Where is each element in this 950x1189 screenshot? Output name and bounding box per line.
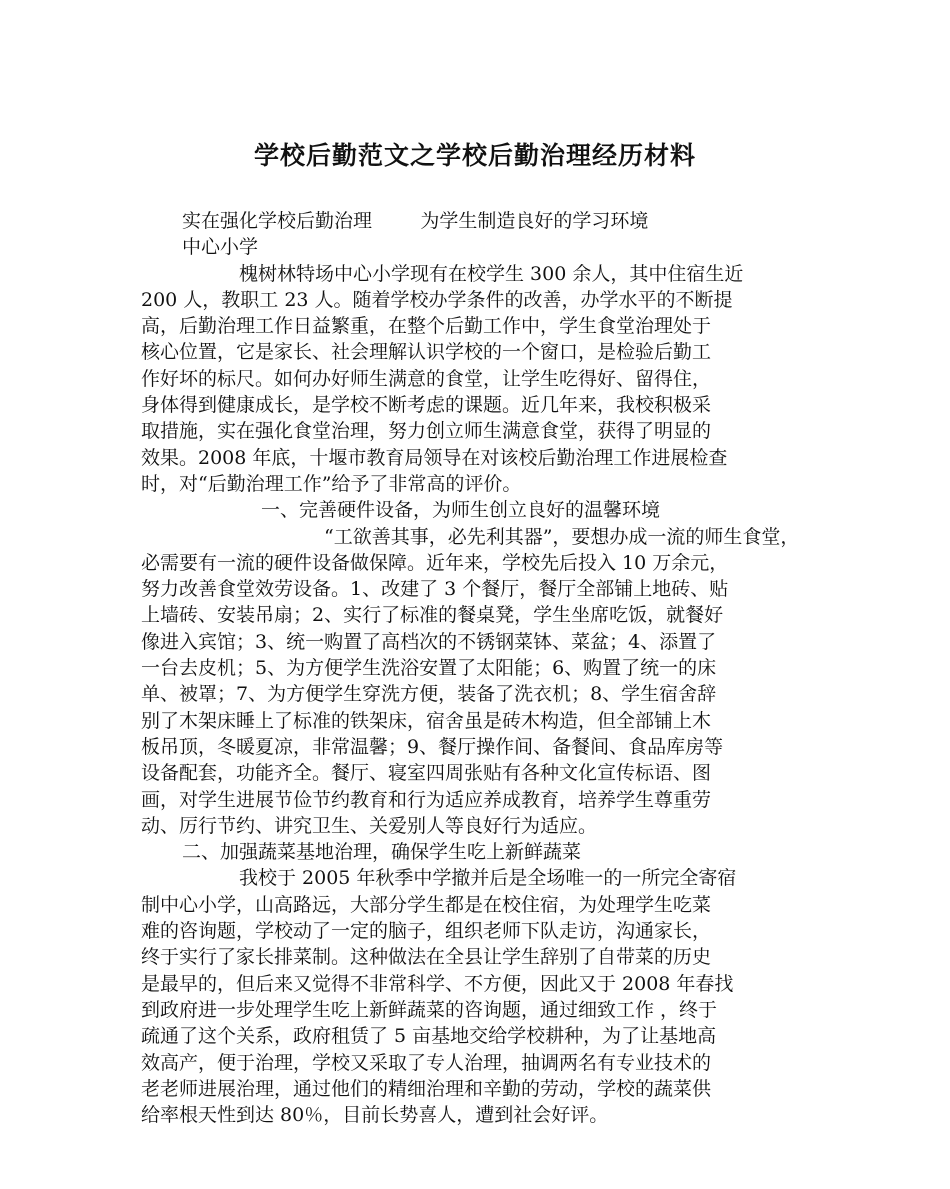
- paragraph-line: 努力改善食堂效劳设备。1、改建了 3 个餐厅，餐厅全部铺上地砖、贴: [141, 578, 729, 601]
- paragraph-line: 我校于 2005 年秋季中学撤并后是全场唯一的一所完全寄宿: [239, 867, 737, 890]
- paragraph-line: 疏通了这个关系，政府租赁了 5 亩基地交给学校耕种，为了让基地高: [141, 1025, 717, 1048]
- document-author: 中心小学: [182, 236, 259, 259]
- section-heading-2: 二、加强蔬菜基地治理，确保学生吃上新鲜蔬菜: [182, 841, 582, 864]
- paragraph-line: 上墙砖、安装吊扇；2、实行了标准的餐桌凳，学生坐席吃饭，就餐好: [141, 604, 724, 627]
- paragraph-line: 高，后勤治理工作日益繁重，在整个后勤工作中，学生食堂治理处于: [141, 315, 712, 338]
- paragraph-line: 一台去皮机；5、为方便学生洗浴安置了太阳能；6、购置了统一的床: [141, 657, 717, 680]
- paragraph-line: 像进入宾馆；3、统一购置了高档次的不锈钢菜钵、菜盆；4、添置了: [141, 630, 717, 653]
- paragraph-line: 槐树林特场中心小学现有在校学生 300 余人，其中住宿生近: [239, 262, 744, 285]
- paragraph-line: 单、被罩；7、为方便学生穿洗方便，装备了洗衣机；8、学生宿舍辞: [141, 683, 717, 706]
- paragraph-line: 终于实行了家长排菜制。这种做法在全县让学生辞别了自带菜的历史: [141, 946, 712, 969]
- paragraph-line: 别了木架床睡上了标准的铁架床，宿舍虽是砖木构造，但全部铺上木: [141, 709, 712, 732]
- paragraph-line: 核心位置，它是家长、社会理解认识学校的一个窗口，是检验后勤工: [141, 341, 712, 364]
- paragraph-line: 到政府进一步处理学生吃上新鲜蔬菜的咨询题，通过细致工作 ，终于: [141, 998, 718, 1021]
- paragraph-line: 200 人，教职工 23 人。随着学校办学条件的改善，办学水平的不断提: [141, 288, 733, 311]
- paragraph-line: 作好坏的标尺。如何办好师生满意的食堂，让学生吃得好、留得住，: [141, 367, 712, 390]
- paragraph-line: 必需要有一流的硬件设备做保障。近年来，学校先后投入 10 万余元，: [141, 551, 729, 574]
- paragraph-line: 效高产，便于治理，学校又采取了专人治理，抽调两名有专业技术的: [141, 1051, 712, 1074]
- paragraph-line: 时，对“后勤治理工作”给予了非常高的评价。: [141, 472, 522, 495]
- paragraph-line: 给率根天性到达 80％，目前长势喜人，遭到社会好评。: [141, 1104, 609, 1127]
- paragraph-line: 难的咨询题，学校动了一定的脑子，组织老师下队走访，沟通家长，: [141, 920, 712, 943]
- paragraph-line: 画，对学生进展节俭节约教育和行为适应养成教育，培养学生尊重劳: [141, 788, 712, 811]
- document-title: 学校后勤范文之学校后勤治理经历材料: [253, 141, 696, 170]
- paragraph-line: 取措施，实在强化食堂治理，努力创立师生满意食堂，获得了明显的: [141, 420, 712, 443]
- paragraph-line: 制中心小学，山高路远，大部分学生都是在校住宿，为处理学生吃菜: [141, 893, 712, 916]
- paragraph-line: 动、厉行节约、讲究卫生、关爱别人等良好行为适应。: [141, 814, 598, 837]
- paragraph-line: 板吊顶，冬暖夏凉，非常温馨；9、餐厅操作间、备餐间、食品库房等: [141, 735, 724, 758]
- document-subtitle: 实在强化学校后勤治理 为学生制造良好的学习环境: [182, 210, 649, 232]
- paragraph-line: 是最早的，但后来又觉得不非常科学、不方便，因此又于 2008 年春找: [141, 972, 734, 995]
- paragraph-line: 老老师进展治理，通过他们的精细治理和辛勤的劳动，学校的蔬菜供: [141, 1077, 712, 1100]
- paragraph-line: “工欲善其事，必先利其器”，要想办成一流的师生食堂，: [324, 525, 800, 548]
- paragraph-line: 设备配套，功能齐全。餐厅、寝室四周张贴有各种文化宣传标语、图: [141, 762, 712, 785]
- paragraph-line: 身体得到健康成长，是学校不断考虑的课题。近几年来，我校积极采: [141, 394, 712, 417]
- document-body: [141, 208, 811, 1128]
- paragraph-line: 效果。2008 年底，十堰市教育局领导在对该校后勤治理工作进展检查: [141, 446, 728, 469]
- section-heading-1: 一、完善硬件设备，为师生创立良好的温馨环境: [261, 499, 661, 522]
